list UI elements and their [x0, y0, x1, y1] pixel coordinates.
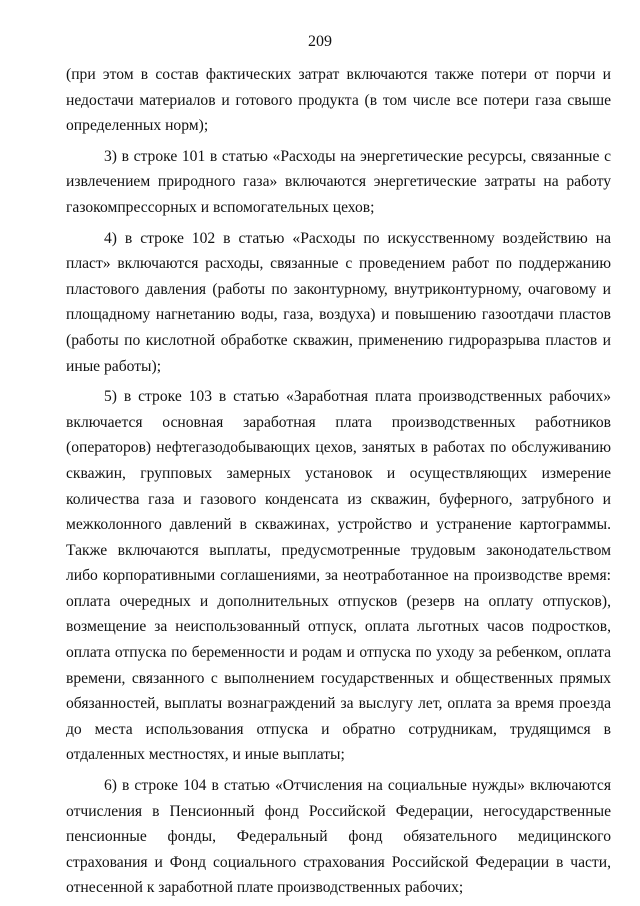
- paragraph-item-3-line-101: 3) в строке 101 в статью «Расходы на энергетические ресурсы, связанные с извлечением природного газа» включаются энергетические затраты на работу газокомпрессорных и вспомогательных цехов;: [66, 147, 611, 216]
- paragraph-continuation: (при этом в состав фактических затрат включаются также потери от порчи и недостачи материалов и готового продукта (в том числе все потери газа свыше определенных норм);: [66, 66, 611, 135]
- paragraph-item-6-line-104: 6) в строке 104 в статью «Отчисления на социальные нужды» включаются отчисления в Пенсионный фонд Российской Федерации, негосударственные пенсионные фонды, Федеральный фонд обязательного медицинского страхования и Фонд социального страхования Российской Федерации в части, отнесенной к заработной плате производственных рабочих;: [66, 777, 611, 897]
- document-body: [66, 62, 611, 906]
- paragraph-item-5-line-103: 5) в строке 103 в статью «Заработная плата производственных рабочих» включается основная заработная плата производственных работников (операторов) нефтегазодобывающих цехов, занятых в работах по обслуживанию скважин, групповых замерных установок и осуществляющих измерение количества газа и газового конденсата из скважин, буферного, затрубного и межколонного давлений в скважинах, устройство и устранение картограммы. Также включаются выплаты, предусмотренные трудовым законодательством либо корпоративными соглашениями, за неотработанное на производстве время: оплата очередных и дополнительных отпусков (резерв на оплату отпусков), возмещение за неиспользованный отпуск, оплата льготных часов подростков, оплата отпуска по беременности и родам и отпуска по уходу за ребенком, оплата времени, связанного с выполнением государственных и общественных прямых обязанностей, выплаты вознаграждений за выслугу лет, оплата за время проезда до места использования отпуска и обратно сотрудникам, трудящимся в отдаленных местностях, и иные выплаты;: [66, 388, 611, 764]
- paragraph-item-4-line-102: 4) в строке 102 в статью «Расходы по искусственному воздействию на пласт» включаются расходы, связанные с проведением работ по поддержанию пластового давления (работы по законтурному, внутриконтурному, очаговому и площадному нагнетанию воды, газа, воздуха) и повышению газоотдачи пластов (работы по кислотной обработке скважин, применению гидроразрыва пластов и иные работы);: [66, 229, 611, 375]
- page-number: 209: [308, 33, 332, 50]
